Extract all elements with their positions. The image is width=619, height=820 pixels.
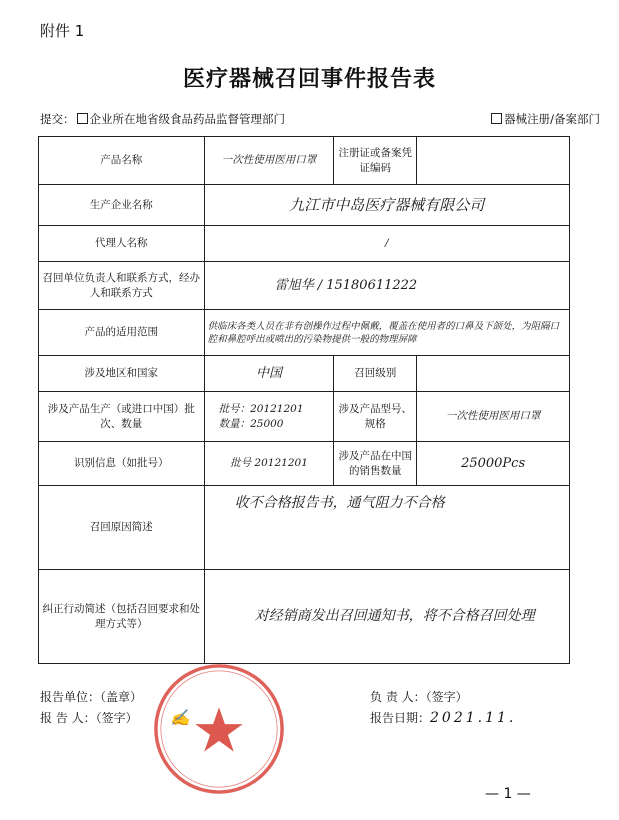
- submit-option-2-label: 器械注册/备案部门: [504, 112, 600, 126]
- page-title: 医疗器械召回事件报告表: [182, 67, 436, 92]
- id-label: 识别信息（如批号）: [39, 442, 205, 486]
- table-row: [39, 486, 570, 570]
- model-label: 涉及产品型号、规格: [334, 392, 417, 442]
- table-row: [39, 226, 570, 262]
- recall-report-table: [38, 136, 570, 664]
- scope-label: 产品的适用范围: [39, 310, 205, 356]
- sales-value[interactable]: 25000Pcs: [417, 442, 570, 486]
- agent-value[interactable]: /: [204, 226, 569, 262]
- batch-label: 涉及产品生产（或进口中国）批次、数量: [39, 392, 205, 442]
- contact-label: 召回单位负责人和联系方式，经办人和联系方式: [39, 262, 205, 310]
- table-row: [39, 570, 570, 664]
- product-name-value[interactable]: 一次性使用医用口罩: [204, 137, 334, 185]
- submit-prefix: 提交：: [40, 112, 75, 126]
- product-name-label: 产品名称: [39, 137, 205, 185]
- reason-value[interactable]: 收不合格报告书，通气阻力不合格: [204, 486, 569, 570]
- report-unit-label: 报告单位：（盖章）: [40, 690, 143, 704]
- cert-value[interactable]: [417, 137, 570, 185]
- batch-number-value: 批号：20121201: [218, 402, 304, 415]
- contact-value[interactable]: 雷旭华 / 15180611222: [204, 262, 569, 310]
- submit-option-1-label: 企业所在地省级食品药品监督管理部门: [89, 112, 285, 126]
- reason-label: 召回原因简述: [39, 486, 205, 570]
- manufacturer-label: 生产企业名称: [39, 185, 205, 226]
- cert-label: 注册证或备案凭证编码: [334, 137, 417, 185]
- responsible-person-label: 负 责 人：（签字）: [370, 690, 468, 704]
- checkbox-registration[interactable]: [491, 113, 502, 124]
- table-row: [39, 310, 570, 356]
- manufacturer-value[interactable]: 九江市中岛医疗器械有限公司: [204, 185, 569, 226]
- report-date-value[interactable]: 2021.11.: [430, 710, 517, 726]
- region-value[interactable]: 中国: [204, 356, 334, 392]
- batch-value[interactable]: [204, 392, 334, 442]
- page-number: — 1 —: [485, 786, 531, 802]
- scope-value[interactable]: 供临床各类人员在非有创操作过程中佩戴，覆盖在使用者的口鼻及下颌处，为阻隔口腔和鼻腔呼出或喷出的污染物提供一般的物理屏障: [204, 310, 569, 356]
- action-value[interactable]: 对经销商发出召回通知书，将不合格召回处理: [204, 570, 569, 664]
- checkbox-provincial[interactable]: [77, 113, 88, 124]
- batch-quantity-value: 数量：25000: [218, 417, 284, 430]
- submit-row: [40, 111, 600, 127]
- attachment-label: 附件 1: [40, 22, 85, 40]
- model-value[interactable]: 一次性使用医用口罩: [417, 392, 570, 442]
- table-row: [39, 185, 570, 226]
- report-date-row: [370, 709, 516, 726]
- recall-level-value[interactable]: [417, 356, 570, 392]
- report-date-label: 报告日期：: [370, 711, 431, 725]
- company-seal: [150, 660, 288, 798]
- id-value[interactable]: 批号 20121201: [204, 442, 334, 486]
- action-label: 纠正行动简述（包括召回要求和处理方式等）: [39, 570, 205, 664]
- sales-label: 涉及产品在中国的销售数量: [334, 442, 417, 486]
- agent-label: 代理人名称: [39, 226, 205, 262]
- submit-option-registration: [489, 111, 600, 127]
- region-label: 涉及地区和国家: [39, 356, 205, 392]
- reporter-signature: ✍: [170, 708, 190, 727]
- table-row: [39, 442, 570, 486]
- table-row: [39, 392, 570, 442]
- table-row: [39, 356, 570, 392]
- reporter-label: 报 告 人：（签字）: [40, 711, 138, 725]
- table-row: [39, 137, 570, 185]
- table-row: [39, 262, 570, 310]
- submit-option-provincial: [40, 111, 285, 127]
- recall-level-label: 召回级别: [334, 356, 417, 392]
